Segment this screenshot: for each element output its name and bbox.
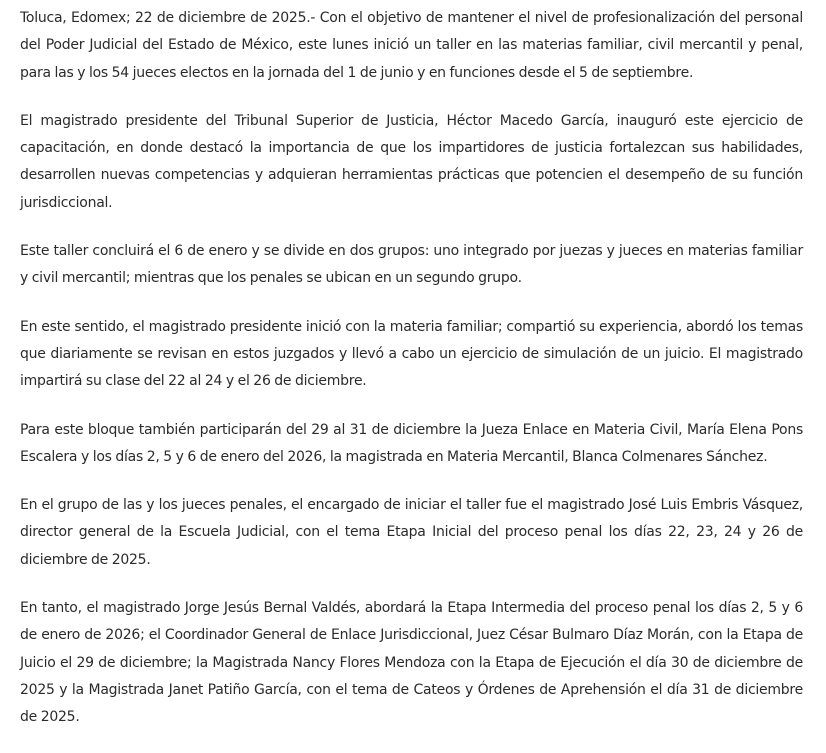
paragraph-groups: Este taller concluirá el 6 de enero y se divide en dos grupos: uno integrado por juezas y jueces en materias familiar y civil mercantil; mientras que los penales se ubican en un segundo grupo.	[20, 243, 803, 287]
paragraph-family-matter: En este sentido, el magistrado presidente inició con la materia familiar; compartió su experiencia, abordó los temas que diariamente se revisan en estos juzgados y llevó a cabo un ejercicio de simulación de un juicio. El magistrado impartirá su clase del 22 al 24 y el 26 de diciembre.	[20, 318, 803, 390]
paragraph-civil-block: Para este bloque también participarán del 29 al 31 de diciembre la Jueza Enlace en Materia Civil, María Elena Pons Escalera y los días 2, 5 y 6 de enero del 2026, la magistrada en Materia Mercantil, Blanca Colmenares Sánchez.	[20, 421, 803, 465]
paragraph-dateline: Toluca, Edomex; 22 de diciembre de 2025.- Con el objetivo de mantener el nivel de profesionalización del personal del Poder Judicial del Estado de México, este lunes inició un taller en las materias familiar, civil mercantil y penal, para las y los 54 jueces electos en la jornada del 1 de junio y en funciones desde el 5 de septiembre.	[20, 10, 803, 81]
paragraph-criminal-group: En el grupo de las y los jueces penales, el encargado de iniciar el taller fue el magistrado José Luis Embris Vásquez, director general de la Escuela Judicial, con el tema Etapa Inicial del proceso penal los días 22, 23, 24 y 26 de diciembre de 2025.	[20, 497, 803, 568]
article-body	[20, 5, 803, 753]
paragraph-schedule: En tanto, el magistrado Jorge Jesús Bernal Valdés, abordará la Etapa Intermedia del proceso penal los días 2, 5 y 6 de enero de 2026; el Coordinador General de Enlace Jurisdiccional, Juez César Bulmaro Díaz Morán, con la Etapa de Juicio el 29 de diciembre; la Magistrada Nancy Flores Mendoza con la Etapa de Ejecución el día 30 de diciembre de 2025 y la Magistrada Janet Patiño García, con el tema de Cateos y Órdenes de Aprehensión el día 31 de diciembre de 2025.	[20, 600, 803, 726]
paragraph-inauguration: El magistrado presidente del Tribunal Superior de Justicia, Héctor Macedo García, inauguró este ejercicio de capacitación, en donde destacó la importancia de que los impartidores de justicia fortalezcan sus habilidades, desarrollen nuevas competencias y adquieran herramientas prácticas que potencien el desempeño de su función jurisdiccional.	[20, 112, 803, 211]
